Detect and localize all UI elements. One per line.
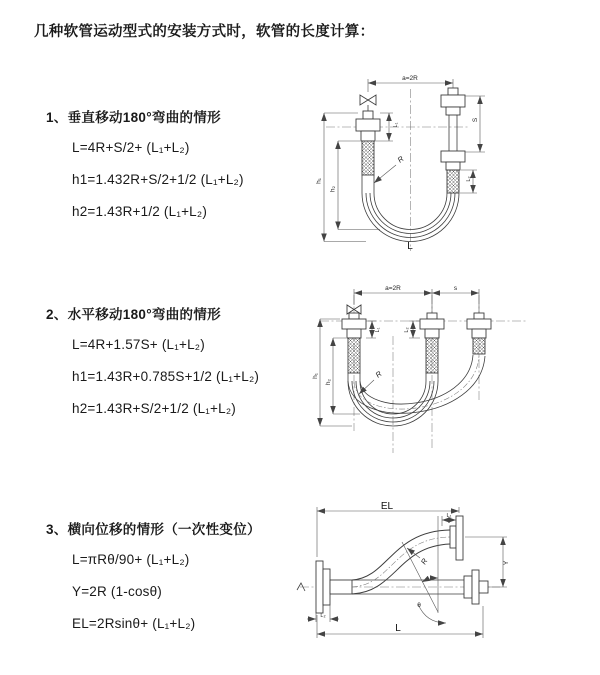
right-pipe-fitting [441, 88, 465, 193]
braided-hose-section [473, 338, 485, 354]
braided-hose-section [426, 338, 438, 373]
dim-label-bottom-l: L [395, 623, 401, 634]
section-3-heading: 3、横向位移的情形（一次性变位） [46, 522, 261, 537]
section-3-formulas [72, 552, 261, 631]
formula-line: h1=1.432R+S/2+1/2 (L₁+L₂) [72, 172, 244, 187]
angle-construction [402, 516, 446, 623]
formula-line: EL=2Rsinθ+ (L₁+L₂) [72, 616, 196, 631]
dim-label-a2r: a=2R [402, 75, 418, 82]
formula-line: L=4R+S/2+ (L₁+L₂) [72, 140, 190, 155]
section-3 [46, 518, 261, 648]
dim-label-h1: h₁ [315, 178, 323, 184]
formula-line: h1=1.43R+0.785S+1/2 (L₁+L₂) [72, 369, 260, 384]
radius-callout [374, 154, 406, 183]
page-title: 几种软管运动型式的安装方式时，软管的长度计算： [34, 24, 375, 40]
section-1-heading: 1、垂直移动180°弯曲的情形 [46, 110, 221, 125]
dimension-s [465, 96, 485, 152]
right-flange [464, 570, 488, 604]
dim-label-el: EL [380, 501, 394, 512]
formula-line: L=πRθ/90+ (L₁+L₂) [72, 552, 190, 567]
dim-label-bottom-l: L [407, 241, 413, 252]
section-2-formulas [72, 337, 259, 416]
dim-label-s: s [453, 285, 458, 292]
braided-hose-section [362, 141, 374, 175]
dim-label-h2: h₂ [325, 378, 332, 386]
diagram-lateral-displacement [296, 501, 542, 647]
section-2-heading: 2、水平移动180°弯曲的情形 [46, 307, 221, 322]
upper-flange [450, 516, 463, 560]
dimension-a-2r [354, 285, 479, 315]
braided-hose-section [348, 338, 360, 373]
dimension-h1 [316, 113, 367, 242]
dim-label-h2: h₂ [329, 185, 337, 193]
section-1-formulas [72, 140, 244, 219]
left-pipe-fitting [342, 313, 366, 373]
dim-label-l2: L₂ [404, 327, 410, 333]
dimension-l2 [460, 170, 477, 193]
dim-label-y: Y [503, 560, 510, 566]
formula-line: L=4R+1.57S+ (L₁+L₂) [72, 337, 205, 352]
radius-label: R [418, 556, 430, 566]
section-2 [46, 303, 259, 433]
braided-hose-section [447, 170, 459, 193]
dimension-h1 [312, 319, 352, 426]
dimension-l2 [404, 321, 420, 338]
dimension-l1 [442, 513, 456, 526]
diagram-vertical-180-bend [310, 63, 515, 256]
dim-label-l2: L₂ [320, 613, 326, 619]
radius-callout [359, 369, 384, 394]
diagram-horizontal-180-bend [312, 281, 534, 457]
formula-line: h2=1.43R+1/2 (L₁+L₂) [72, 204, 208, 219]
radius-callout [407, 548, 430, 566]
middle-pipe-fitting [420, 313, 444, 373]
valve-icon [360, 95, 376, 111]
radius-label: R [373, 369, 384, 380]
section-1 [46, 106, 244, 236]
dim-label-s: S [472, 117, 479, 123]
dim-label-l1: L₁ [446, 513, 452, 519]
dim-label-l2: L₂ [466, 176, 472, 182]
angle-label: θ [417, 602, 421, 609]
dim-label-l1: L₁ [393, 122, 399, 128]
dim-label-l1: L₁ [375, 327, 381, 333]
hose-displaced-position [352, 530, 450, 594]
dimension-l [317, 606, 483, 638]
formula-line: Y=2R (1-cosθ) [72, 584, 163, 599]
dimension-l1 [366, 321, 381, 338]
left-pipe-fitting [356, 111, 380, 175]
dim-label-a2r: a=2R [385, 285, 401, 292]
radius-label: R [395, 154, 406, 165]
dim-label-h1: h₁ [312, 373, 319, 379]
left-flange [316, 561, 352, 613]
right-pipe-fitting [467, 313, 491, 354]
formula-line: h2=1.43R+S/2+1/2 (L₁+L₂) [72, 401, 236, 416]
